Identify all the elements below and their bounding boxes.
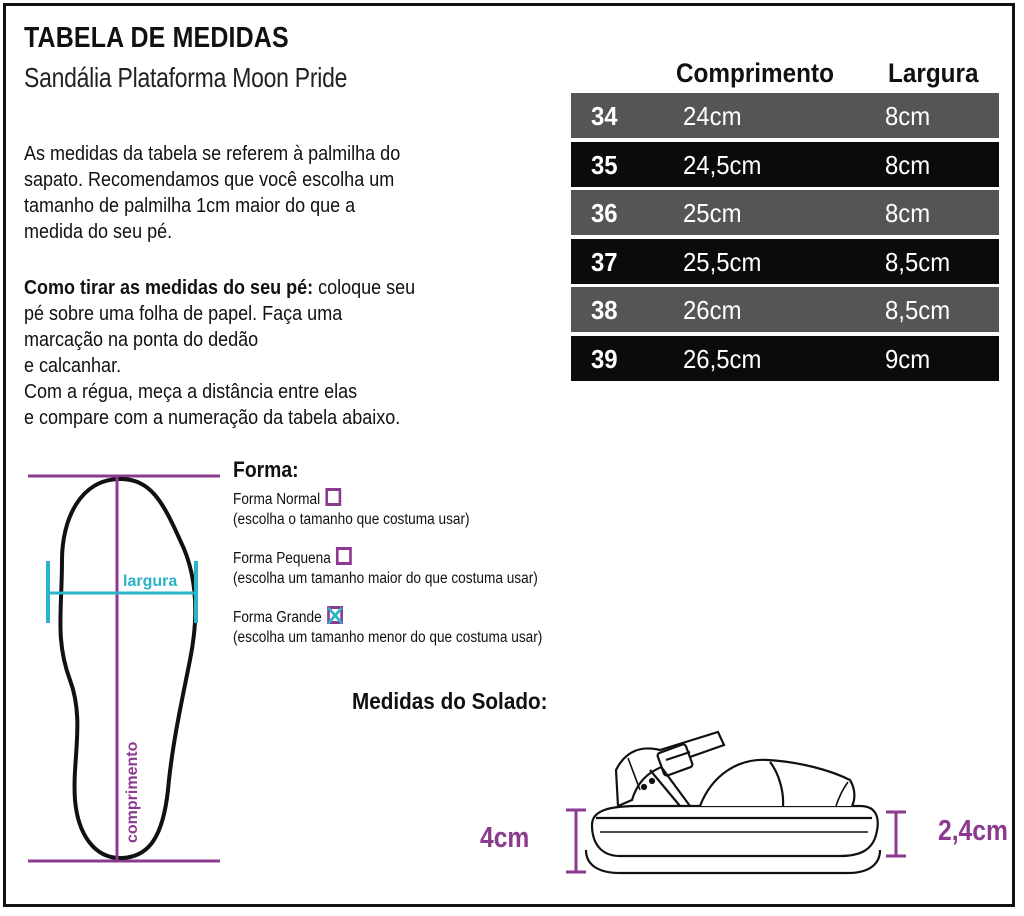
comprimento-cell: 24cm <box>683 101 742 131</box>
page-title: TABELA DE MEDIDAS <box>24 22 289 54</box>
comprimento-label: comprimento <box>124 741 141 843</box>
howto-heading: Como tirar as medidas do seu pé: <box>24 277 314 299</box>
forma-option-normal <box>233 488 470 530</box>
checkbox-icon <box>325 488 341 506</box>
intro-line: medida do seu pé. <box>24 221 173 243</box>
comprimento-cell: 25,5cm <box>683 246 762 277</box>
howto-line: pé sobre uma folha de papel. Faça uma <box>24 303 343 325</box>
forma-option-note: (escolha um tamanho maior do que costuma usar) <box>233 570 538 587</box>
forma-title: Forma: <box>233 457 299 482</box>
forma-option-note: (escolha um tamanho menor do que costuma usar) <box>233 629 543 646</box>
solado-title: Medidas do Solado: <box>352 688 548 714</box>
comprimento-cell: 24,5cm <box>683 149 762 180</box>
forma-option-pequena <box>233 547 538 589</box>
header-comprimento: Comprimento <box>676 58 834 88</box>
size-cell: 35 <box>591 149 618 180</box>
front-height-label: 4cm <box>480 822 530 854</box>
intro-line: tamanho de palmilha 1cm maior do que a <box>24 195 356 217</box>
intro-line: As medidas da tabela se referem à palmilha do <box>24 143 401 165</box>
sandal-diagram <box>586 732 880 873</box>
back-height-label: 2,4cm <box>938 815 1008 847</box>
largura-cell: 9cm <box>885 343 931 374</box>
largura-label: largura <box>123 573 178 590</box>
largura-cell: 8cm <box>885 198 931 228</box>
size-cell: 38 <box>591 295 618 325</box>
comprimento-cell: 25cm <box>683 198 742 228</box>
size-cell: 36 <box>591 198 618 228</box>
checkbox-icon <box>336 547 352 565</box>
largura-cell: 8,5cm <box>885 246 951 277</box>
howto-line: e calcanhar. <box>24 355 122 377</box>
howto-line: marcação na ponta do dedão <box>24 329 259 351</box>
howto-line: coloque seu <box>313 277 416 299</box>
size-cell: 34 <box>591 101 618 131</box>
largura-cell: 8,5cm <box>885 295 951 325</box>
forma-option-note: (escolha o tamanho que costuma usar) <box>233 511 470 528</box>
forma-option-grande <box>233 606 542 648</box>
header-largura: Largura <box>888 58 979 88</box>
insole-diagram <box>28 476 220 861</box>
product-name: Sandália Plataforma Moon Pride <box>24 62 348 93</box>
howto-line: Com a régua, meça a distância entre elas <box>24 381 358 403</box>
comprimento-cell: 26,5cm <box>683 343 762 374</box>
howto-line: e compare com a numeração da tabela abaixo. <box>24 407 401 429</box>
size-cell: 39 <box>591 343 618 374</box>
size-cell: 37 <box>591 246 618 277</box>
largura-cell: 8cm <box>885 101 931 131</box>
comprimento-cell: 26cm <box>683 295 742 325</box>
largura-cell: 8cm <box>885 149 931 180</box>
checkbox-checked-icon <box>327 606 343 624</box>
forma-option-label: Forma Normal <box>233 491 321 508</box>
intro-line: sapato. Recomendamos que você escolha um <box>24 169 395 191</box>
forma-option-label: Forma Grande <box>233 609 322 626</box>
forma-option-label: Forma Pequena <box>233 550 331 567</box>
